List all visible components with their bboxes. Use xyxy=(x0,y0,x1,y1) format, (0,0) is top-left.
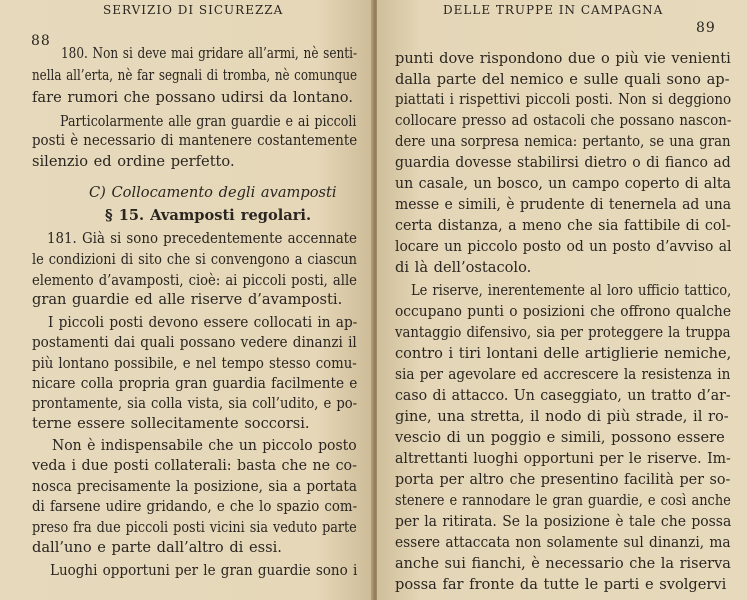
text-line: anche sui fianchi, è necessario che la riserva xyxy=(395,555,731,572)
text-line: possa far fronte da tutte le parti e svolgervi xyxy=(395,576,727,593)
section-heading: C) Collocamento degli avamposti xyxy=(89,184,337,201)
text-line: di là dell’ostacolo. xyxy=(395,259,532,276)
text-line: dere una sorpresa nemica: pertanto, se una gran xyxy=(395,133,731,150)
text-line: silenzio ed ordine perfetto. xyxy=(32,153,235,170)
text-line: nosca precisamente la posizione, sia a portata xyxy=(32,478,358,495)
text-line: Luoghi opportuni per le gran guardie sono i xyxy=(50,562,358,579)
text-line: punti dove rispondono due o più vie venienti xyxy=(395,50,731,67)
text-line: vescio di un poggio e simili, possono essere xyxy=(395,429,725,446)
text-line: piattati i rispettivi piccoli posti. Non si deggiono xyxy=(395,91,732,108)
text-line: le condizioni di sito che si convengono a ciascun xyxy=(32,251,358,268)
running-head-right: DELLE TRUPPE IN CAMPAGNA xyxy=(443,3,664,17)
text-line: prontamente, sia colla vista, sia coll’udito, e po- xyxy=(32,395,358,412)
text-line: per la ritirata. Se la posizione è tale che possa xyxy=(395,513,732,530)
text-line: porta per altro che presentino facilità per so- xyxy=(395,471,731,488)
text-line: di farsene udire gridando, e che lo spazio com- xyxy=(32,498,358,515)
right-page xyxy=(377,0,747,600)
subsection-heading: § 15. Avamposti regolari. xyxy=(105,207,312,224)
text-line: Le riserve, inerentemente al loro ufficio tattico, xyxy=(411,282,732,299)
text-line: elemento d’avamposti, cioè: ai piccoli posti, alle xyxy=(32,272,357,289)
text-line: messe e simili, è prudente di tenernela ad una xyxy=(395,196,732,213)
text-line: essere attaccata non solamente sul dinanzi, ma xyxy=(395,534,731,551)
text-line: un casale, un bosco, un campo coperto di alta xyxy=(395,175,731,192)
text-line: 180. Non si deve mai gridare all’armi, nè senti- xyxy=(61,45,358,62)
text-line: stenere e rannodare le gran guardie, e così anche xyxy=(395,492,731,509)
text-line: contro i tiri lontani delle artiglierie nemiche, xyxy=(395,345,732,362)
text-line: guardia dovesse stabilirsi dietro o di fianco ad xyxy=(395,154,731,171)
text-line: gine, una stretta, il nodo di più strade, il ro- xyxy=(395,408,729,425)
text-line: dall’uno e parte dall’altro di essi. xyxy=(32,539,282,556)
text-line: più lontano possibile, e nel tempo stesso comu- xyxy=(32,355,357,372)
text-line: sia per agevolare ed accrescere la resistenza in xyxy=(395,366,731,383)
text-line: dalla parte del nemico e sulle quali sono ap- xyxy=(395,71,730,88)
text-line: nella all’erta, nè far segnali di tromba, nè comunque xyxy=(32,67,358,84)
text-line: locare un piccolo posto od un posto d’avviso al xyxy=(395,238,732,255)
text-line: caso di attacco. Un caseggiato, un tratto d’ar- xyxy=(395,387,731,404)
text-line: fare rumori che possano udirsi da lontano. xyxy=(32,89,353,106)
text-line: gran guardie ed alle riserve d’avamposti. xyxy=(32,291,343,308)
text-line: nicare colla propria gran guardia facilmente e xyxy=(32,375,358,392)
text-line: 181. Già si sono precedentemente accennate xyxy=(47,230,357,247)
text-line: I piccoli posti devono essere collocati in ap- xyxy=(48,314,358,331)
text-line: postamenti dai quali possano vedere dinanzi il xyxy=(32,334,357,351)
text-line: vantaggio difensivo, sia per proteggere la truppa xyxy=(395,324,731,341)
text-line: occupano punti o posizioni che offrono qualche xyxy=(395,303,732,320)
page-number-right: 89 xyxy=(696,20,716,36)
text-line: veda i due posti collaterali: basta che ne co- xyxy=(32,457,357,474)
text-line: altrettanti luoghi opportuni per le riserve. Im- xyxy=(395,450,731,467)
page-number-left: 88 xyxy=(31,33,51,49)
text-line: terne essere sollecitamente soccorsi. xyxy=(32,415,310,432)
text-line: Non è indispensabile che un piccolo posto xyxy=(52,437,357,454)
text-line: posti è necessario di mantenere costantemente xyxy=(32,132,358,149)
running-head-left: SERVIZIO DI SICUREZZA xyxy=(103,3,284,17)
text-line: Particolarmente alle gran guardie e ai piccoli xyxy=(60,113,357,130)
text-line: collocare presso ad ostacoli che possano nascon- xyxy=(395,112,732,129)
text-line: certa distanza, a meno che sia fattibile di col- xyxy=(395,217,731,234)
left-page xyxy=(0,0,373,600)
text-line: preso fra due piccoli posti vicini sia veduto parte xyxy=(32,519,357,536)
